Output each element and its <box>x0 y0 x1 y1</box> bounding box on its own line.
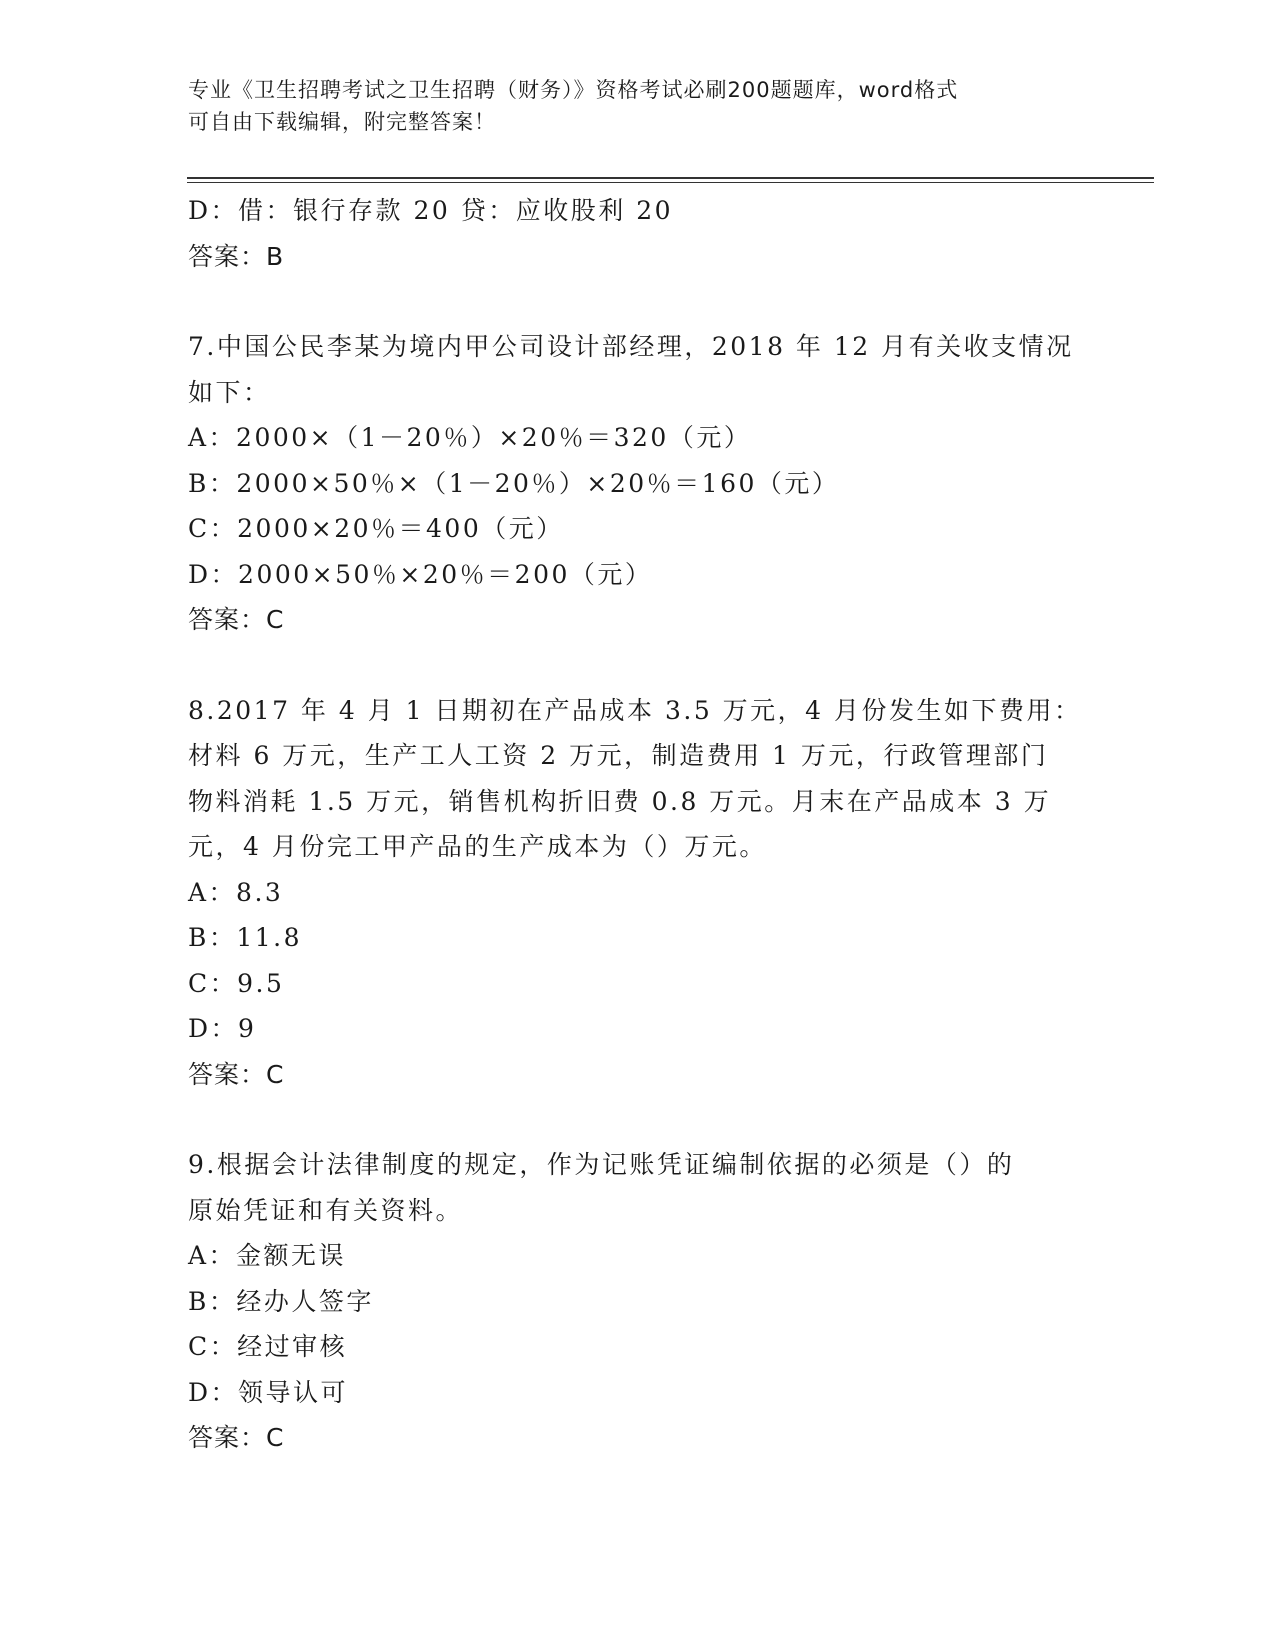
answer-line: 答案：C <box>188 1059 285 1089</box>
header-rule-thin <box>187 182 1154 183</box>
option-a: A：2000×（1－20％）×20％＝320（元） <box>188 423 752 452</box>
header-rule-thick <box>187 177 1154 179</box>
question-stem-line: 物料消耗 1.5 万元，销售机构折旧费 0.8 万元。月末在产品成本 3 万 <box>188 786 1052 816</box>
option-b: B：经办人签字 <box>188 1286 374 1316</box>
question-stem-line: 8.2017 年 4 月 1 日期初在产品成本 3.5 万元，4 月份发生如下费用： <box>188 695 1082 725</box>
header-line-1: 专业《卫生招聘考试之卫生招聘（财务）》资格考试必刷200题题库，word格式 <box>188 78 959 102</box>
document-header <box>188 74 1088 138</box>
answer-line: 答案：C <box>188 605 285 634</box>
option-b: B：11.8 <box>188 923 303 952</box>
header-line-2: 可自由下载编辑，附完整答案！ <box>188 110 496 134</box>
question-stem-line: 7.中国公民李某为境内甲公司设计部经理，2018 年 12 月有关收支情况 <box>188 332 1074 361</box>
option-c: C：9.5 <box>188 968 285 998</box>
answer-line: 答案：C <box>188 1423 285 1452</box>
question-6-continuation <box>188 188 1088 279</box>
option-a: A：8.3 <box>188 877 284 907</box>
question-stem-line: 9.根据会计法律制度的规定，作为记账凭证编制依据的必须是（）的 <box>188 1150 1015 1179</box>
option-d: D：2000×50％×20％＝200（元） <box>188 559 653 589</box>
document-body <box>188 188 1088 1461</box>
option-d: D：领导认可 <box>188 1377 349 1407</box>
option-c: C：2000×20％＝400（元） <box>188 514 564 543</box>
question-stem-line: 元，4 月份完工甲产品的生产成本为（）万元。 <box>188 832 767 861</box>
option-d: D：9 <box>188 1014 257 1043</box>
option-c: C：经过审核 <box>188 1332 348 1361</box>
option-a: A：金额无误 <box>188 1241 347 1270</box>
question-stem-line: 如下： <box>188 377 271 407</box>
question-stem-line: 材料 6 万元，生产工人工资 2 万元，制造费用 1 万元，行政管理部门 <box>188 741 1049 770</box>
question-8 <box>188 688 1088 1098</box>
question-7 <box>188 324 1088 643</box>
question-9 <box>188 1142 1088 1461</box>
answer-line: 答案：B <box>188 241 285 271</box>
option-b: B：2000×50％×（1－20％）×20％＝160（元） <box>188 468 840 498</box>
question-stem-line: 原始凭证和有关资料。 <box>188 1195 464 1225</box>
option-d: D：借：银行存款 20 贷：应收股利 20 <box>188 196 674 225</box>
